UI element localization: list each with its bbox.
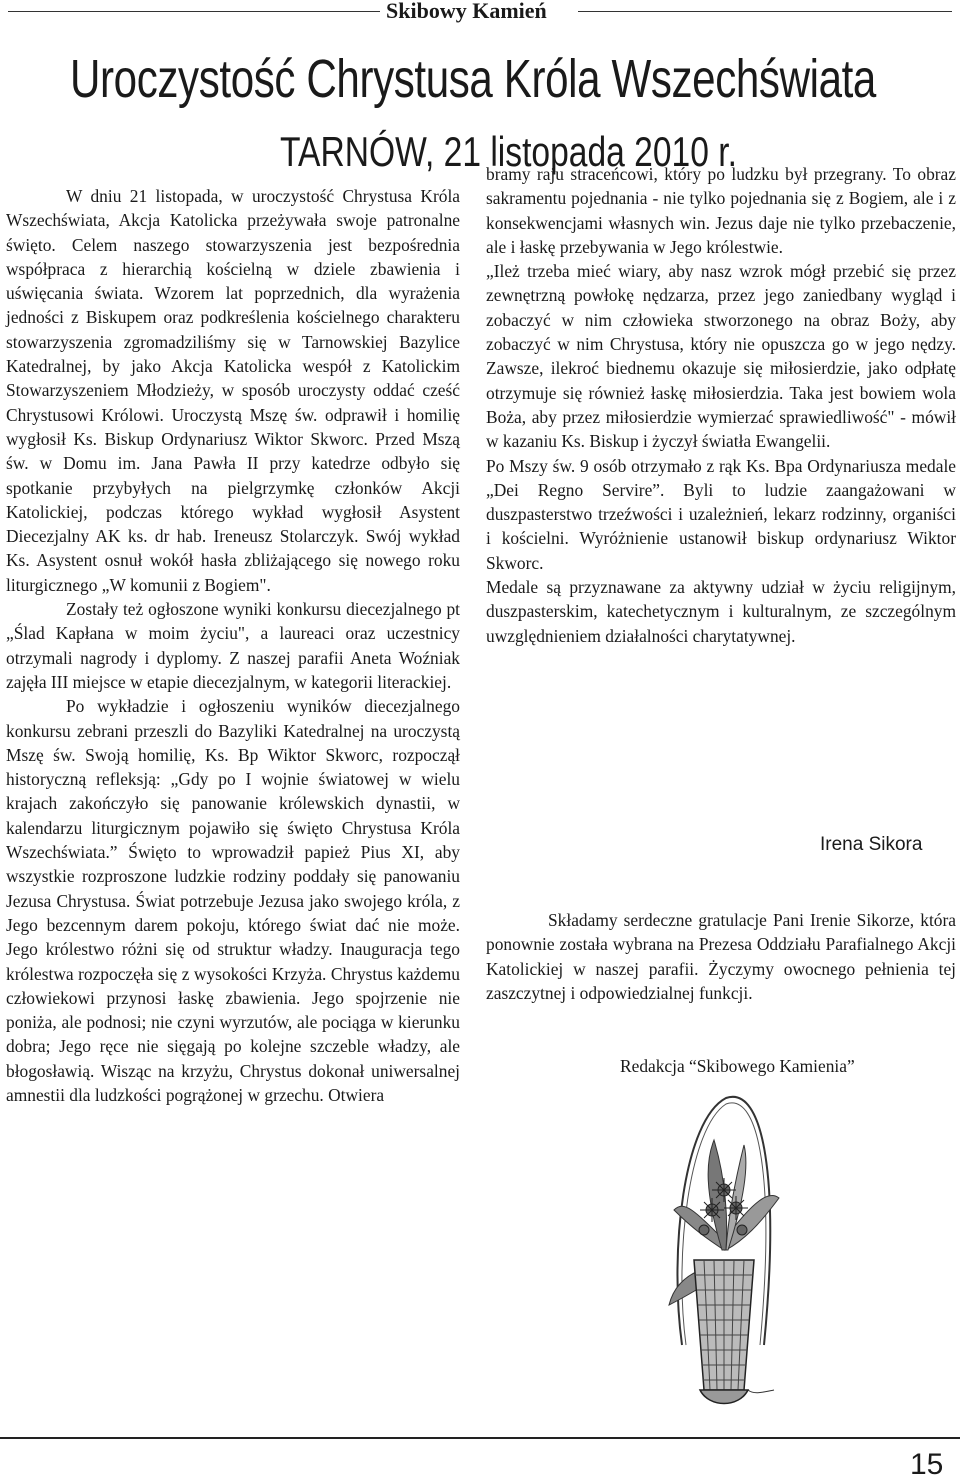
right-column xyxy=(486,162,956,648)
masthead xyxy=(8,0,952,24)
left-column xyxy=(6,184,460,1107)
author-signature: Irena Sikora xyxy=(820,834,923,855)
page-number: 15 xyxy=(910,1448,944,1481)
footer-rule xyxy=(0,1437,960,1439)
article-title: Uroczystość Chrystusa Króla Wszechświata xyxy=(70,49,876,109)
congratulations-note xyxy=(486,908,956,1005)
paragraph: Po wykładzie i ogłoszeniu wyników diecezjalnego konkursu zebrani przeszli do Bazyliki Katedralnej na uroczystą Mszę św. Swoją homilię, Ks. Bp Wiktor Skworc, rozpoczął historyczną refleksją: „Gdy po I wojnie światowej w wielu krajach zakończyło się panowanie królewskich dynastii, w kalendarzu liturgicznym pojawiło się święto Chrystusa Króla Wszechświata.” Święto to wprowadził papież Pius XI, aby wszystkie rozproszone ludzkie rodziny poddały się panowaniu Jezusa Chrystusa. Świat potrzebuje Jezusa jako swojego króla, z Jego bezcennym darem pokoju, którego świat dać nie może. Jego królestwo różni się od struktur władzy. Inauguracja tego królestwa rozpoczęła się z wysokości Krzyża. Chrystus każdemu człowiekowi przynosi łaskę zbawienia. Jego spojrzenie nie poniża, ale podnosi; nie czyni wyrzutów, ale pociąga w kierunku dobra; Jego ręce nie sięgają po kolejne szczeble władzy, ale błogosławią. Wisząc na krzyżu, Chrystus dokonał uniwersalnej amnestii dla ludzkości pogrążonej w grzechu. Otwiera xyxy=(6,696,460,1105)
paragraph: Medale są przyznawane za aktywny udział w życiu religijnym, duszpasterskim, katechetycznym i kulturalnym, ze szczególnym uwzględnieniem działalności charytatywnej. xyxy=(486,577,956,646)
article-subtitle: TARNÓW, 21 listopada 2010 r. xyxy=(280,128,737,175)
magazine-name: Skibowy Kamień xyxy=(386,0,547,23)
editorial-signature: Redakcja “Skibowego Kamienia” xyxy=(620,1056,855,1076)
paragraph: W dniu 21 listopada, w uroczystość Chrystusa Króla Wszechświata, Akcja Katolicka przeżywała swoje patronalne święto. Celem naszego stowarzyszenia jest bezpośrednia współpraca z hierarchią kościelną w dziele zbawienia i uświęcania świata. Wzorem lat poprzednich, dla wyrażenia jedności z Biskupem oraz podkreślenia kościelnego charakteru stowarzyszenia zgromadziliśmy się w Tarnowskiej Bazylice Katedralnej, by jako Akcja Katolicka wespół z Katolickim Stowarzyszeniem Młodzieży, w sposób uroczysty oddać cześć Chrystusowi Królowi. Uroczystą Mszę św. odprawił i homilię wygłosił Ks. Biskup Ordynariusz Wiktor Skworc. Przed Mszą św. w Domu im. Jana Pawła II przy katedrze odbyło się spotkanie przybyłych na pielgrzymkę członków Akcji Katolickiej, podczas którego wykład wygłosił Asystent Diecezjalny AK ks. dr hab. Ireneusz Stolarczyk. Swój wykład Ks. Asystent osnuł wokół hasła zbliżającego się nowego roku liturgicznego „W komunii z Bogiem". xyxy=(6,186,460,595)
masthead-rule-left xyxy=(8,11,380,12)
congratulations-text: Składamy serdeczne gratulacje Pani Irenie Sikorze, która ponownie została wybrana na Prezesa Oddziału Parafialnego Akcji Katolickiej w naszej parafii. Życzymy owocnego pełnienia tej zaszczytnej i odpowiedzialnej funkcji. xyxy=(486,910,956,1003)
masthead-rule-right xyxy=(578,11,952,12)
paragraph: Zostały też ogłoszone wyniki konkursu diecezjalnego pt „Ślad Kapłana w moim życiu", a laureaci oraz uczestnicy otrzymali nagrody i dyplomy. Z naszej parafii Aneta Woźniak zajęła III miejsce w etapie diecezjalnym, w kategorii literackiej. xyxy=(6,599,460,692)
paragraph: „Ileż trzeba mieć wiary, aby nasz wzrok mógł przebić się przez zewnętrzną powłokę nędzarza, przez jego zaniedbany wygląd i zobaczyć w nim człowieka stworzonego na obraz Boży, aby zobaczyć w nim Chrystusa, który nie opuszcza go w jego nędzy. Zawsze, ilekroć biednemu okazuje się miłosierdzie, jako odpłatę otrzymuje się również łaskę miłosierdzia. Taka jest bowiem wola Boża, aby przez miłosierdzie wymierzać sprawiedliwość" - mówił w kazaniu Ks. Biskup i życzył światła Ewangelii. xyxy=(486,261,956,452)
paragraph: bramy raju straceńcowi, który po ludzku był przegrany. To obraz sakramentu pojednania - nie tylko pojednania się z Bogiem, ale i z konsekwencjami własnych win. Jezus daje nie tylko przebaczenie, ale i łaskę przebywania w Jego królestwie. xyxy=(486,164,956,257)
flower-basket-drawing xyxy=(664,1090,784,1420)
paragraph: Po Mszy św. 9 osób otrzymało z rąk Ks. Bpa Ordynariusza medale „Dei Regno Servire”. Byli to ludzie zaangażowani w duszpasterstwo trzeźwości i uzależnień, lekarz rodzinny, organiści i kościelni. Wyróżnienie ustanowił biskup ordynariusz Wiktor Skworc. xyxy=(486,455,956,573)
